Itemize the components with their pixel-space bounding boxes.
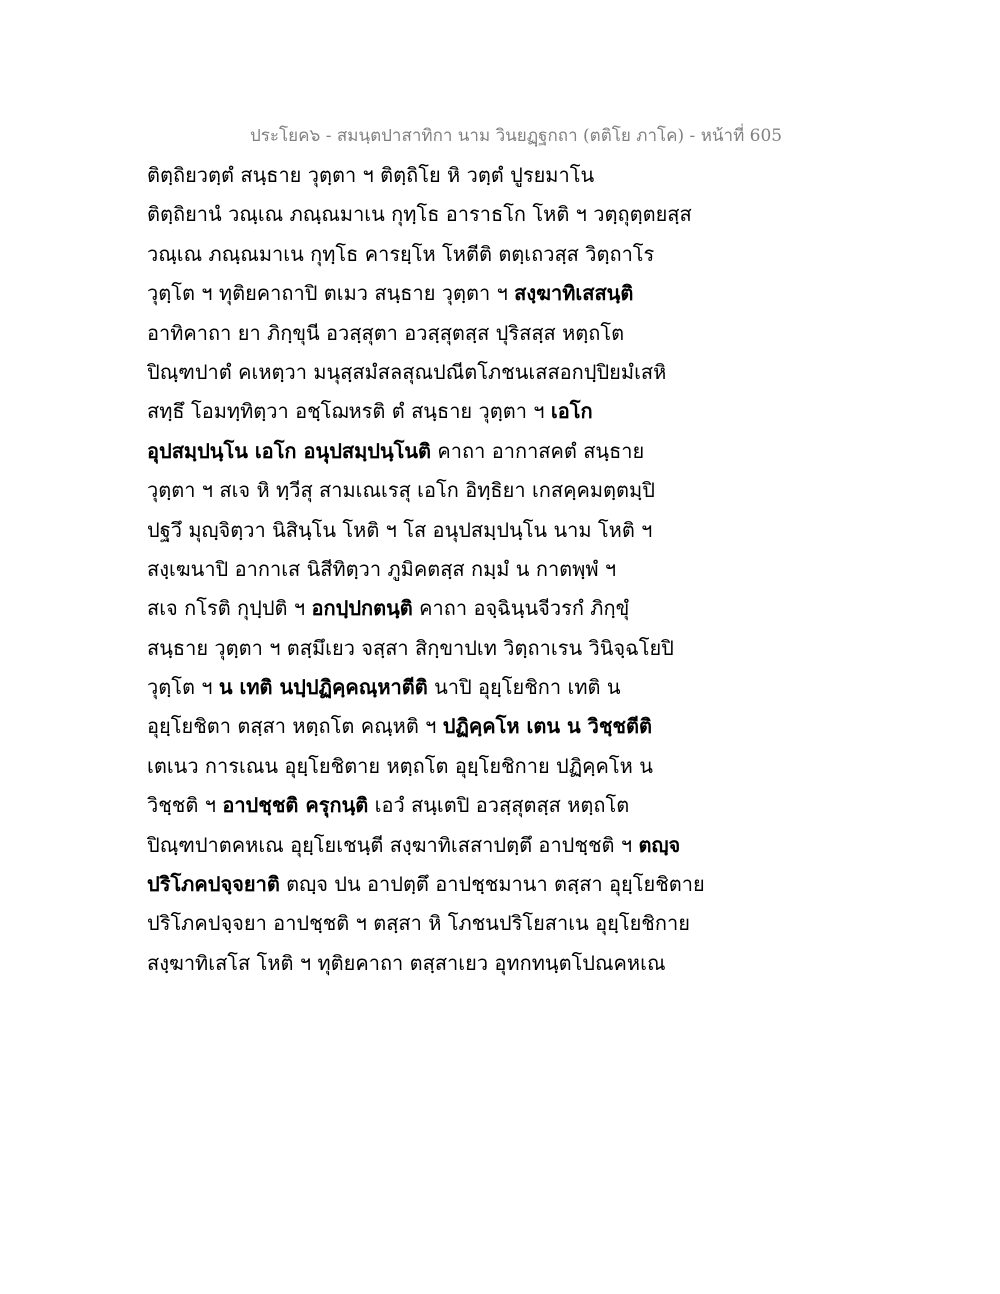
text-span: วุตฺโต ฯ — [147, 675, 219, 700]
text-line — [147, 550, 707, 589]
text-line — [147, 274, 707, 313]
text-span: สงฺเฆนาปิ อากาเส นิสีทิตฺวา ภูมิคตสฺส กมฺมํ น กาตพฺพํ ฯ — [147, 556, 617, 581]
text-line — [147, 314, 707, 353]
text-line — [147, 944, 707, 983]
bold-term: สงฺฆาทิเสสนฺติ — [514, 281, 634, 306]
text-line — [147, 432, 707, 471]
text-span: ปริโภคปจฺจยา อาปชฺชติ ฯ ตสฺสา หิ โภชนปริโยสาเน อุยฺโยชิกาย — [147, 911, 690, 936]
text-line — [147, 195, 707, 234]
text-span: ปิณฺฑปาตํ คเหตฺวา มนุสฺสมํสลสุณปณีตโภชนเสสอกปฺปิยมํเสหิ — [147, 359, 667, 384]
text-line — [147, 392, 707, 431]
text-span: สเจ กโรติ กุปฺปติ ฯ — [147, 596, 312, 621]
bold-term: อาปชฺชติ ครุกนฺติ — [222, 793, 369, 818]
bold-term: อกปฺปกตนฺติ — [311, 596, 413, 621]
text-span: คาถา อากาสคตํ สนฺธาย — [431, 438, 645, 463]
text-line — [147, 353, 707, 392]
text-span: ติตฺถิยวตฺตํ สนฺธาย วุตฺตา ฯ ติตฺถิโย หิ วตฺตํ ปูรยมาโน — [147, 163, 595, 187]
text-line — [147, 707, 707, 746]
text-span: วุตฺโต ฯ ทุติยคาถาปิ ตเมว สนฺธาย วุตฺตา ฯ — [147, 281, 515, 306]
text-span: ติตฺถิยานํ วณฺเณ ภณฺณมาเน กุทฺโธ อาราธโก โหติ ฯ วตฺถุตฺตยสฺส — [147, 202, 692, 227]
text-line — [147, 904, 707, 943]
bold-term: เอโก — [550, 399, 593, 424]
text-line — [147, 629, 707, 668]
text-line — [147, 747, 707, 786]
text-span: สงฺฆาทิเสโส โหติ ฯ ทุติยคาถา ตสฺสาเยว อุทกทนฺตโปณคหเณ — [147, 950, 666, 975]
text-line — [147, 471, 707, 510]
body-text — [147, 156, 707, 983]
bold-term: ตญฺจ — [638, 832, 681, 857]
text-span: นาปิ อุยฺโยชิกา เทติ น — [427, 675, 621, 700]
text-span: สทฺธึ โอมทฺทิตฺวา อชฺโฌหรติ ตํ สนฺธาย วุตฺตา ฯ — [147, 399, 551, 424]
text-span: อาทิคาถา ยา ภิกฺขุนี อวสฺสุตา อวสฺสุตสฺส ปุริสสฺส หตฺถโต — [147, 320, 625, 345]
text-line — [147, 865, 707, 904]
text-span: วณฺเณ ภณฺณมาเน กุทฺโธ คารยฺโห โหตีติ ตตฺเถวสฺส วิตฺถาโร — [147, 241, 655, 266]
bold-term: ปฏิคฺคโห เตน น วิชฺชตีติ — [442, 714, 652, 739]
bold-term: อุปสมฺปนฺโน เอโก อนุปสมฺปนฺโนติ — [147, 438, 432, 463]
text-span: ปิณฺฑปาตคหเณ อุยฺโยเชนฺตี สงฺฆาทิเสสาปตฺตึ อาปชฺชติ ฯ — [147, 832, 639, 857]
text-span: คาถา อจฺฉินฺนจีวรกํ ภิกฺขุํ — [412, 596, 630, 621]
text-span: สนฺธาย วุตฺตา ฯ ตสฺมึเยว จสฺสา สิกฺขาปเท วิตฺถาเรน วินิจฺฉโยปิ — [147, 635, 674, 660]
text-line — [147, 668, 707, 707]
text-line — [147, 589, 707, 628]
text-span: วิชฺชติ ฯ — [147, 793, 223, 818]
text-line — [147, 235, 707, 274]
text-span: เอวํ สนฺเตปิ อวสฺสุตสฺส หตฺถโต — [368, 793, 630, 818]
text-span: ตญฺจ ปน อาปตฺตึ อาปชฺชมานา ตสฺสา อุยฺโยชิตาย — [279, 872, 705, 897]
text-line — [147, 786, 707, 825]
text-line — [147, 511, 707, 550]
text-line — [147, 156, 707, 195]
text-span: อุยฺโยชิตา ตสฺสา หตฺถโต คณฺหติ ฯ — [147, 714, 443, 739]
text-line — [147, 826, 707, 865]
text-span: วุตฺตา ฯ สเจ หิ ทฺวีสุ สามเณเรสุ เอโก อิทฺธิยา เกสคฺคมตฺตมฺปิ — [147, 478, 655, 503]
bold-term: ปริโภคปจฺจยาติ — [147, 872, 280, 897]
bold-term: น เทติ นปฺปฏิคฺคณฺหาตีติ — [218, 675, 428, 700]
running-header: ประโยค๖ - สมนฺตปาสาทิกา นาม วินยฏฺฐกถา (ตติโย ภาโค) - หน้าที่ 605 — [250, 126, 783, 146]
text-span: เตเนว การเณน อุยฺโยชิตาย หตฺถโต อุยฺโยชิกาย ปฏิคฺคโห น — [147, 753, 653, 778]
text-span: ปฐวึ มุญฺจิตฺวา นิสินฺโน โหติ ฯ โส อนุปสมฺปนฺโน นาม โหติ ฯ — [147, 517, 653, 542]
